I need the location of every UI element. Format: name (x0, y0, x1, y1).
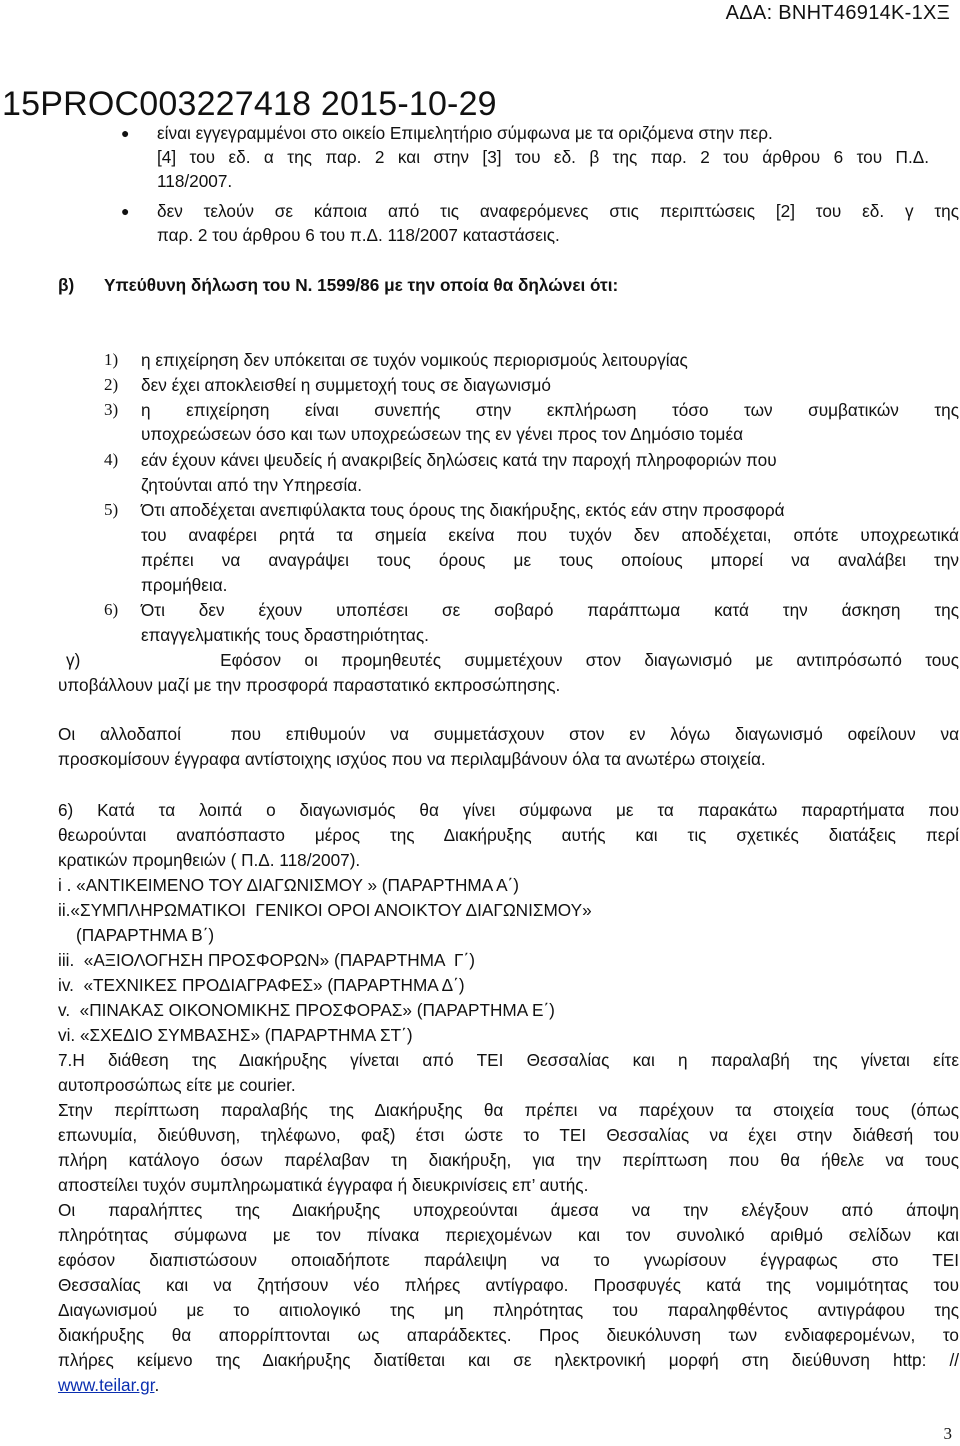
item-3-line-2: υποχρεώσεων όσο και των υποχρεώσεων της εν γένει προς τον Δημόσιο τομέα (141, 424, 744, 444)
bullet-2-line-1: δεν τελούν σε κάποια από τις αναφερόμενες στις περιπτώσεις [2] του εδ. γ της (157, 201, 959, 221)
item-5-line-3: πρέπει να αναγράψει τους όρους με τους οποίους μπορεί να αναλάβει την (141, 550, 959, 570)
item-number: 3) (104, 400, 119, 419)
item-6-line-2: επαγγελματικής τους δραστηριότητας. (141, 625, 429, 645)
section-b-title: Υπεύθυνη δήλωση του Ν. 1599/86 με την οποία θα δηλώνει ότι: (104, 275, 619, 295)
item-number: 6) (104, 600, 119, 619)
ada-code: ΑΔΑ: ΒΝΗΤ46914Κ-1ΧΞ (725, 2, 950, 24)
section-b-letter: β) (58, 275, 75, 295)
item-5-line-4: προμήθεια. (141, 575, 228, 595)
section-7-p2-line-1: Στην περίπτωση παραλαβής της Διακήρυξης θα πρέπει να παρέχουν τα στοιχεία τους (όπως (58, 1100, 959, 1120)
website-link-tail: . (154, 1375, 160, 1395)
section-6-line-2: θεωρούνται αναπόσπαστο μέρος της Διακήρυξης αυτής και τις σχετικές διατάξεις περί (58, 825, 959, 845)
section-7-p3-line-1: Οι παραλήπτες της Διακήρυξης υποχρεούνται άμεσα να την ελέγξουν από άποψη (58, 1200, 959, 1220)
bullet-2-line-2: παρ. 2 του άρθρου 6 του π.Δ. 118/2007 καταστάσεις. (157, 225, 560, 245)
section-7-p3-line-7: πλήρες κείμενο της Διακήρυξης διατίθεται και σε ηλεκτρονική μορφή στη διεύθυνση http: // (58, 1350, 959, 1370)
section-6-line-3: κρατικών προμηθειών ( Π.Δ. 118/2007). (58, 850, 361, 870)
proc-code: 15PROC003227418 2015-10-29 (2, 85, 497, 123)
section-7-p3-line-4: Θεσσαλίας και να ζητήσουν νέο πλήρες αντίγραφο. Προσφυγές κατά της νομιμότητας του (58, 1275, 959, 1295)
annex-v: v. «ΠΙΝΑΚΑΣ ΟΙΚΟΝΟΜΙΚΗΣ ΠΡΟΣΦΟΡΑΣ» (ΠΑΡΑΡΤΗΜΑ Ε΄) (58, 1000, 555, 1020)
annex-ii-line-2: (ΠΑΡΑΡΤΗΜΑ Β΄) (76, 925, 215, 945)
page-number: 3 (943, 1424, 952, 1443)
foreigners-line-1: Οι αλλοδαποί που επιθυμούν να συμμετάσχουν στον εν λόγω διαγωνισμό οφείλουν να (58, 724, 959, 744)
website-link[interactable]: www.teilar.gr (58, 1375, 155, 1395)
section-7-p2-line-2: επωνυμία, διεύθυνση, τηλέφωνο, φαξ) έτσι ώστε το ΤΕΙ Θεσσαλίας να έχει στην διάθεσή του (58, 1125, 959, 1145)
section-7-p3-line-5: Διαγωνισμού με το αιτιολογικό της μη πληρότητας του παραληφθέντος αντιγράφου της (58, 1300, 959, 1320)
item-number: 4) (104, 450, 119, 469)
website-line (58, 1373, 159, 1397)
bullet-icon: ● (121, 203, 130, 219)
section-7-p2-line-4: αποστείλει τυχόν συμπληρωματικά έγγραφα ή διευκρινίσεις επ’ αυτής. (58, 1175, 589, 1195)
annex-iv: iv. «ΤΕΧΝΙΚΕΣ ΠΡΟΔΙΑΓΡΑΦΕΣ» (ΠΑΡΑΡΤΗΜΑ Δ΄) (58, 975, 465, 995)
section-c-line-2: υποβάλλουν μαζί με την προσφορά παραστατικό εκπροσώπησης. (58, 675, 561, 695)
bullet-1-line-1: είναι εγγεγραμμένοι στο οικείο Επιμελητήριο σύμφωνα με τα οριζόμενα στην περ. (157, 123, 773, 143)
item-4-line-1: εάν έχουν κάνει ψευδείς ή ανακριβείς δηλώσεις κατά την παροχή πληροφοριών που (141, 450, 777, 470)
section-c-line-1: γ) Εφόσον οι προμηθευτές συμμετέχουν στον διαγωνισμό με αντιπρόσωπό τους (66, 650, 959, 670)
item-number: 5) (104, 500, 119, 519)
section-7-p3-line-2: πληρότητας σύμφωνα με τον πίνακα περιεχομένων και τον συνολικό αριθμό σελίδων και (58, 1225, 959, 1245)
item-2-text: δεν έχει αποκλεισθεί η συμμετοχή τους σε διαγωνισμό (141, 375, 551, 395)
section-6-line-1: 6) Κατά τα λοιπά ο διαγωνισμός θα γίνει σύμφωνα με τα παρακάτω παραρτήματα που (58, 800, 959, 820)
item-5-line-1: Ότι αποδέχεται ανεπιφύλακτα τους όρους της διακήρυξης, εκτός εάν στην προσφορά (141, 500, 785, 520)
bullet-icon: ● (121, 125, 130, 141)
bullet-1-line-2: [4] του εδ. α της παρ. 2 και στην [3] του εδ. β της παρ. 2 του άρθρου 6 του Π.Δ. (157, 147, 929, 167)
bullet-1-line-3: 118/2007. (157, 171, 233, 191)
annex-vi: vi. «ΣΧΕΔΙΟ ΣΥΜΒΑΣΗΣ» (ΠΑΡΑΡΤΗΜΑ ΣΤ΄) (58, 1025, 413, 1045)
section-7-line-2: αυτοπροσώπως είτε με courier. (58, 1075, 296, 1095)
foreigners-line-2: προσκομίσουν έγγραφα αντίστοιχης ισχύος που να περιλαμβάνουν όλα τα ανωτέρω στοιχεία. (58, 749, 766, 769)
annex-i: i . «ΑΝΤΙΚΕΙΜΕΝΟ ΤΟΥ ΔΙΑΓΩΝΙΣΜΟΥ » (ΠΑΡΑΡΤΗΜΑ Α΄) (58, 875, 520, 895)
section-7-p3-line-3: εφόσον διαπιστώσουν οποιαδήποτε παράλειψη να το γνωρίσουν έγγραφως στο ΤΕΙ (58, 1250, 959, 1270)
section-7-p2-line-3: πλήρη κατάλογο όσων παρέλαβαν τη διακήρυξη, για την περίπτωση που θα ήθελε να τους (58, 1150, 959, 1170)
item-3-line-1: η επιχείρηση είναι συνεπής στην εκπλήρωση τόσο των συμβατικών της (141, 400, 959, 420)
item-number: 2) (104, 375, 119, 394)
annex-ii-line-1: ii.«ΣΥΜΠΛΗΡΩΜΑΤΙΚΟΙ ΓΕΝΙΚΟΙ ΟΡΟΙ ΑΝΟΙΚΤΟΥ ΔΙΑΓΩΝΙΣΜΟΥ» (58, 900, 592, 920)
annex-iii: iii. «ΑΞΙΟΛΟΓΗΣΗ ΠΡΟΣΦΟΡΩΝ» (ΠΑΡΑΡΤΗΜΑ Γ΄) (58, 950, 475, 970)
item-4-line-2: ζητούνται από την Υπηρεσία. (141, 475, 362, 495)
item-6-line-1: Ότι δεν έχουν υποπέσει σε σοβαρό παράπτωμα κατά την άσκηση της (141, 600, 959, 620)
section-7-p3-line-6: διακήρυξης θα απορρίπτονται ως απαράδεκτες. Προς διευκόλυνση των ενδιαφερομένων, το (58, 1325, 959, 1345)
item-5-line-2: του αναφέρει ρητά τα σημεία εκείνα που τυχόν δεν αποδέχεται, οπότε υποχρεωτικά (141, 525, 959, 545)
item-1-text: η επιχείρηση δεν υπόκειται σε τυχόν νομικούς περιορισμούς λειτουργίας (141, 350, 688, 370)
item-number: 1) (104, 350, 119, 369)
section-7-line-1: 7.Η διάθεση της Διακήρυξης γίνεται από ΤΕΙ Θεσσαλίας και η παραλαβή της γίνεται είτε (58, 1050, 959, 1070)
